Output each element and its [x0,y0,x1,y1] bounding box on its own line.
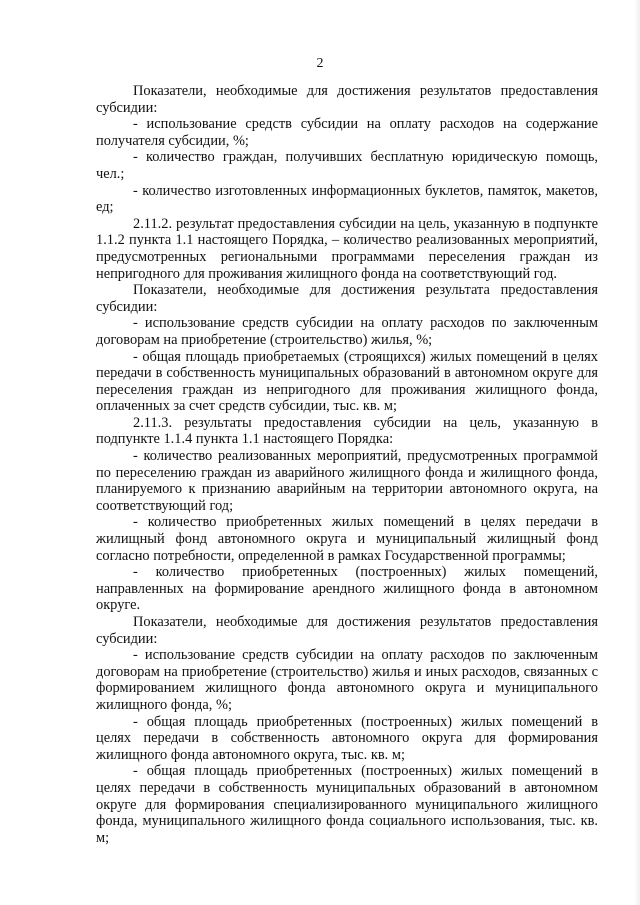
list-item-indicator: - использование средств субсидии на оплату расходов по заключенным договорам на приобретение (строительство) жилья и иных расходов, связанных с формированием жилищного фонда автономного округа и муниципального жилищного фонда, %; [96,647,598,713]
paragraph-indicators-heading: Показатели, необходимые для достижения результатов предоставления субсидии: [96,83,598,116]
list-item-indicator: - общая площадь приобретаемых (строящихся) жилых помещений в целях передачи в собственность муниципальных образований в автономном округе для переселения граждан из непригодного для проживания жилищного фонда, оплаченных за счет средств субсидии, тыс. кв. м; [96,348,598,415]
list-item-indicator: - использование средств субсидии на оплату расходов на содержание получателя субсидии, %; [96,116,598,149]
paragraph-clause-2-11-3: 2.11.3. результаты предоставления субсидии на цель, указанную в подпункте 1.1.4 пункта 1.1 настоящего Порядка: [96,414,598,448]
paragraph-indicators-heading: Показатели, необходимые для достижения результата предоставления субсидии: [96,282,598,315]
list-item-indicator: - общая площадь приобретенных (построенных) жилых помещений в целях передачи в собственность автономного округа для формирования жилищного фонда автономного округа, тыс. кв. м; [96,713,598,763]
list-item-indicator: - количество изготовленных информационных буклетов, памяток, макетов, ед; [96,182,598,216]
paragraph-clause-2-11-2: 2.11.2. результат предоставления субсидии на цель, указанную в подпункте 1.1.2 пункта 1.1 настоящего Порядка, – количество реализованных мероприятий, предусмотренных региональными программами переселения граждан из непригодного для проживания жилищного фонда на соответствующий год. [96,215,598,282]
document-body [96,83,598,846]
list-item-result: - количество приобретенных (построенных) жилых помещений, направленных на формирование арендного жилищного фонда в автономном округе. [96,564,598,614]
page-number: 2 [316,56,324,71]
list-item-indicator: - использование средств субсидии на оплату расходов по заключенным договорам на приобретение (строительство) жилья, %; [96,315,598,348]
list-item-indicator: - количество граждан, получивших бесплатную юридическую помощь, чел.; [96,149,598,182]
list-item-result: - количество приобретенных жилых помещений в целях передачи в жилищный фонд автономного округа и муниципальный жилищный фонд согласно потребности, определенной в рамках Государственной программы; [96,514,598,564]
page-edge-shadow [634,0,640,905]
list-item-result: - количество реализованных мероприятий, предусмотренных программой по переселению граждан из аварийного жилищного фонда и жилищного фонда, планируемого к признанию аварийным на территории автономного округа, на соответствующий год; [96,448,598,514]
list-item-indicator: - общая площадь приобретенных (построенных) жилых помещений в целях передачи в собственность муниципальных образований в автономном округе для формирования специализированного муниципального жилищного фонда, муниципального жилищного фонда социального использования, тыс. кв. м; [96,763,598,846]
paragraph-indicators-heading: Показатели, необходимые для достижения результатов предоставления субсидии: [96,614,598,647]
